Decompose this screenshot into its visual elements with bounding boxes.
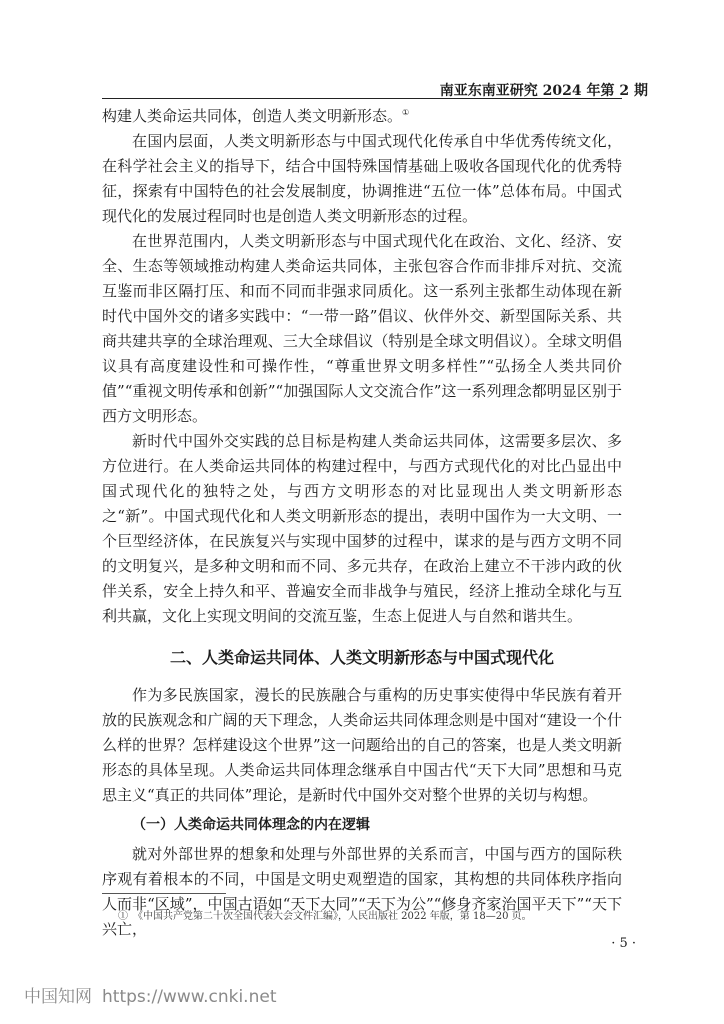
journal-header-title: 南亚东南亚研究 2024 年第 2 期 xyxy=(439,83,648,99)
paragraph-0-text: 构建人类命运共同体，创造人类文明新形态。 xyxy=(102,107,403,125)
cnki-watermark xyxy=(24,982,276,1007)
paragraph-3: 新时代中国外交实践的总目标是构建人类命运共同体，这需要多层次、多方位进行。在人类命运共同体的构建过程中，与西方式现代化的对比凸显出中国式现代化的独特之处，与西方文明形态的对比显现出人类文明新形态之“新”。中国式现代化和人类文明新形态的提出，表明中国作为一大文明、一个巨型经济体，在民族复兴与实现中国梦的过程中，谋求的是与西方文明不同的文明复兴，是多种文明和而不同、多元共存，在政治上建立不干涉内政的伙伴关系，安全上持久和平、普遍安全而非战争与殖民，经济上推动全球化与互利共赢，文化上实现文明间的交流互鉴，生态上促进人与自然和谐共生。 xyxy=(102,432,622,625)
footnote-rule xyxy=(102,893,226,894)
page-number: · 5 · xyxy=(611,936,636,951)
paragraph-2: 在世界范围内，人类文明新形态与中国式现代化在政治、文化、经济、安全、生态等领域推动构建人类命运共同体，主张包容合作而非排斥对抗、交流互鉴而非区隔打压、和而不同而非强求同质化。这一系列主张都生动体现在新时代中国外交的诸多实践中：“一带一路”倡议、伙伴外交、新型国际关系、共商共建共享的全球治理观、三大全球倡议（特别是全球文明倡议）。全球文明倡议具有高度建设性和可操作性，“尊重世界文明多样性”“弘扬全人类共同价值”“重视文明传承和创新”“加强国际人文交流合作”这一系列理念都明显区别于西方文明形态。 xyxy=(102,232,622,425)
paragraph-0 xyxy=(102,104,622,129)
subsection-heading: （一）人类命运共同体理念的内在逻辑 xyxy=(132,817,370,833)
paragraph-4: 作为多民族国家，漫长的民族融合与重构的历史事实使得中华民族有着开放的民族观念和广阔的天下理念，人类命运共同体理念则是中国对“建设一个什么样的世界？怎样建设这个世界”这一问题给出的自己的答案，也是人类文明新形态的具体呈现。人类命运共同体理念继承自中国古代“天下大同”思想和马克思主义“真正的共同体”理论，是新时代中国外交对整个世界的关切与构想。 xyxy=(102,686,622,804)
header-rule xyxy=(102,98,622,99)
paragraph-5: 就对外部世界的想象和处理与外部世界的关系而言，中国与西方的国际秩序观有着根本的不同，中国是文明史观塑造的国家，其构想的共同体秩序指向人而非“区域”，中国古语如“天下大同”“天下为公”“修身齐家治国平天下”“天下兴亡， xyxy=(102,845,622,938)
section-heading: 二、人类命运共同体、人类文明新形态与中国式现代化 xyxy=(169,648,554,667)
watermark-url[interactable]: https://www.cnki.net xyxy=(102,987,277,1007)
footnote: ① 《中国共产党第二十次全国代表大会文件汇编》，人民出版社 2022 年版，第 18—20 页。 xyxy=(118,911,532,922)
watermark-brand: 中国知网 xyxy=(24,987,92,1007)
paragraph-1: 在国内层面，人类文明新形态与中国式现代化传承自中华优秀传统文化，在科学社会主义的指导下，结合中国特殊国情基础上吸收各国现代化的优秀特征，探索有中国特色的社会发展制度，协调推进“五位一体”总体布局。中国式现代化的发展过程同时也是创造人类文明新形态的过程。 xyxy=(102,132,622,225)
article-body xyxy=(102,104,622,942)
footnote-marker[interactable]: ① xyxy=(402,108,410,117)
